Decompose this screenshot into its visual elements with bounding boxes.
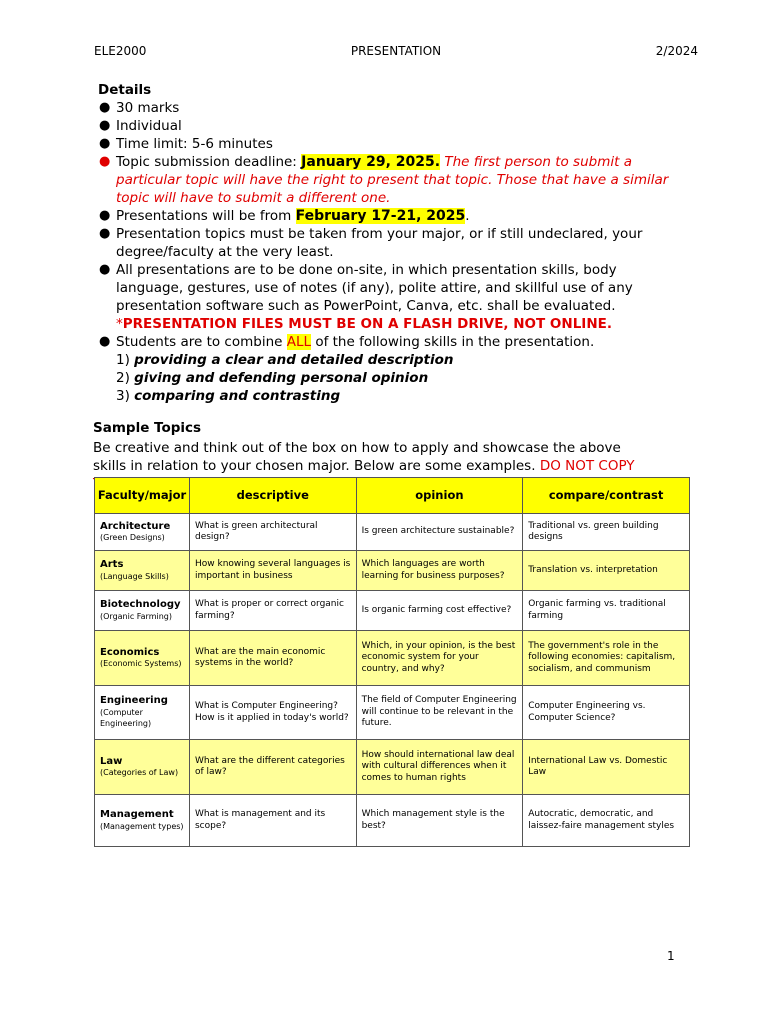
faculty-cell: Architecture (Green Designs) xyxy=(95,514,190,551)
faculty-cell: Arts (Language Skills) xyxy=(95,551,190,591)
sample-intro: Be creative and think out of the box on how to apply and showcase the above skills in relation to your chosen major. Below are some examples. DO NOT COPY xyxy=(93,439,653,493)
descriptive-cell: What is proper or correct organic farming? xyxy=(189,591,356,631)
skill-item: 3) comparing and contrasting xyxy=(116,388,341,404)
skill-item: 1) providing a clear and detailed description xyxy=(116,352,454,368)
table-row xyxy=(95,686,690,740)
table-row xyxy=(95,551,690,591)
faculty-cell: Law (Categories of Law) xyxy=(95,740,190,795)
descriptive-cell: What is green architectural design? xyxy=(189,514,356,551)
deadline-note: The first person to submit a particular topic will have the right to present that topic. Those that have a similar topic will have to submit a different one. xyxy=(116,154,669,206)
opinion-cell: Is green architecture sustainable? xyxy=(356,514,523,551)
compare-cell: Autocratic, democratic, and laissez-faire management styles xyxy=(523,795,690,847)
sample-topics-table xyxy=(94,477,690,847)
list-item: ● Time limit: 5-6 minutes xyxy=(99,136,273,152)
compare-cell: Traditional vs. green building designs xyxy=(523,514,690,551)
descriptive-cell: What is management and its scope? xyxy=(189,795,356,847)
page-header xyxy=(94,44,698,62)
compare-cell: Organic farming vs. traditional farming xyxy=(523,591,690,631)
bullet-icon: ● xyxy=(99,226,111,241)
opinion-cell: Which languages are worth learning for business purposes? xyxy=(356,551,523,591)
table-row xyxy=(95,631,690,686)
faculty-cell: Economics (Economic Systems) xyxy=(95,631,190,686)
opinion-cell: Is organic farming cost effective? xyxy=(356,591,523,631)
compare-cell: International Law vs. Domestic Law xyxy=(523,740,690,795)
table-row xyxy=(95,514,690,551)
list-item-skills: ● Students are to combine ALL of the following skills in the presentation. xyxy=(99,334,595,350)
compare-cell: Translation vs. interpretation xyxy=(523,551,690,591)
skill-item: 2) giving and defending personal opinion xyxy=(116,370,429,386)
descriptive-cell: What are the different categories of law? xyxy=(189,740,356,795)
faculty-cell: Engineering (Computer Engineering) xyxy=(95,686,190,740)
details-list xyxy=(98,99,678,405)
do-not-copy-warning: DO NOT COPY xyxy=(539,458,635,474)
list-item-deadline: ● Topic submission deadline: January 29, 2025. The first person to submit a particular topic will have the right to present that topic. Those that have a similar topic will have to submit a different one. xyxy=(99,154,669,206)
compare-cell: The government's role in the following economies: capitalism, socialism, and communism xyxy=(523,631,690,686)
bullet-icon: ● xyxy=(99,136,111,151)
bullet-icon: ● xyxy=(99,262,111,277)
opinion-cell: How should international law deal with cultural differences when it comes to human rights xyxy=(356,740,523,795)
presentation-dates: February 17-21, 2025 xyxy=(295,208,466,224)
bullet-icon: ● xyxy=(99,118,111,133)
column-header: Faculty/major xyxy=(95,478,190,514)
course-code: ELE2000 xyxy=(94,44,147,58)
compare-cell: Computer Engineering vs. Computer Science? xyxy=(523,686,690,740)
opinion-cell: Which management style is the best? xyxy=(356,795,523,847)
table-header-row xyxy=(95,478,690,514)
list-item: ● 30 marks xyxy=(99,100,180,116)
opinion-cell: The field of Computer Engineering will continue to be relevant in the future. xyxy=(356,686,523,740)
details-heading: Details xyxy=(98,82,152,98)
faculty-cell: Biotechnology (Organic Farming) xyxy=(95,591,190,631)
column-header: descriptive xyxy=(189,478,356,514)
document-date: 2/2024 xyxy=(655,44,698,58)
bullet-icon: ● xyxy=(99,154,111,169)
bullet-icon: ● xyxy=(99,334,111,349)
list-item: ● Individual xyxy=(99,118,182,134)
bullet-icon: ● xyxy=(99,100,111,115)
bullet-icon: ● xyxy=(99,208,111,223)
descriptive-cell: What is Computer Engineering? How is it applied in today's world? xyxy=(189,686,356,740)
faculty-cell: Management (Management types) xyxy=(95,795,190,847)
all-highlight: ALL xyxy=(286,334,312,350)
deadline-date: January 29, 2025. xyxy=(301,154,441,170)
table-row xyxy=(95,591,690,631)
page-number: 1 xyxy=(667,949,675,963)
table-row xyxy=(95,795,690,847)
list-item-presentation-dates: ● Presentations will be from February 17-21, 2025. xyxy=(99,208,470,224)
list-item: ● Presentation topics must be taken from your major, or if still undeclared, your degree/faculty at the very least. xyxy=(99,226,643,260)
document-title: PRESENTATION xyxy=(350,44,442,58)
sample-topics-heading: Sample Topics xyxy=(93,420,202,436)
descriptive-cell: What are the main economic systems in the world? xyxy=(189,631,356,686)
opinion-cell: Which, in your opinion, is the best economic system for your country, and why? xyxy=(356,631,523,686)
list-item-onsite: ● All presentations are to be done on-site, in which presentation skills, body language, gestures, use of notes (if any), polite attire, and skillful use of any presentation software such as PowerPoint, Canva, etc. shall be evaluated. *PRESENTATION FILES MUST BE ON A FLASH DRIVE, NOT ONLINE. xyxy=(99,262,633,332)
column-header: compare/contrast xyxy=(523,478,690,514)
table-row xyxy=(95,740,690,795)
column-header: opinion xyxy=(356,478,523,514)
flash-drive-warning: PRESENTATION FILES MUST BE ON A FLASH DRIVE, NOT ONLINE xyxy=(122,316,607,332)
descriptive-cell: How knowing several languages is important in business xyxy=(189,551,356,591)
